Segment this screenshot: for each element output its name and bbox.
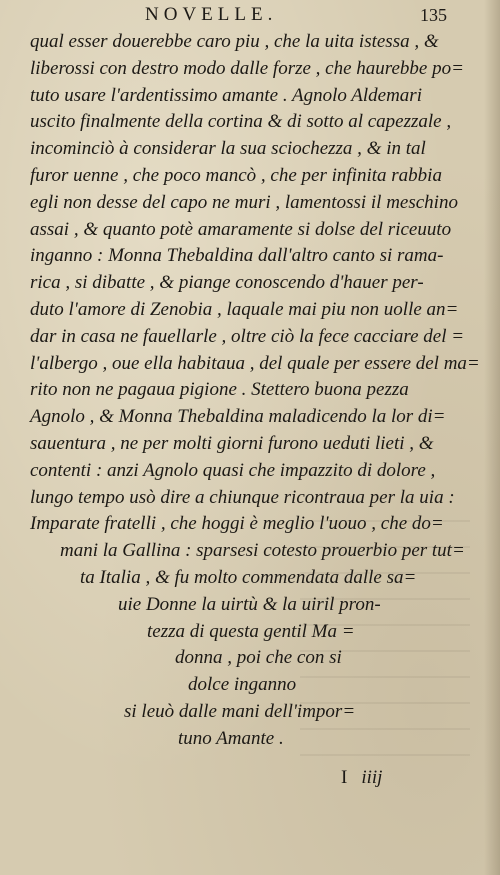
text-line: assai , & quanto potè amaramente si dolse del riceuuto xyxy=(30,218,452,240)
text-line: Imparate fratelli , che hoggi è meglio l'uouo , che do= xyxy=(30,513,444,535)
text-line: dar in casa ne fauellarle , oltre ciò la fece cacciare del = xyxy=(30,325,465,347)
text-line: incominciò à considerar la sua sciochezza , & in tal xyxy=(30,138,426,160)
text-line: furor uenne , che poco mancò , che per infinita rabbia xyxy=(30,165,442,186)
page-number: 135 xyxy=(420,5,447,25)
text-line: dolce inganno xyxy=(188,674,297,696)
text-line: donna , poi che con si xyxy=(175,647,342,669)
signature-letter: I xyxy=(341,767,348,788)
text-line: si leuò dalle mani dell'impor= xyxy=(124,701,356,722)
text-line: Agnolo , & Monna Thebaldina maladicendo la lor di= xyxy=(30,406,446,428)
text-line: inganno : Monna Thebaldina dall'altro canto si rama- xyxy=(30,245,444,267)
text-line: contenti : anzi Agnolo quasi che impazzito di dolore , xyxy=(30,459,436,481)
text-line: liberossi con destro modo dalle forze , che haurebbe po= xyxy=(30,57,464,79)
signature-mark xyxy=(341,767,382,789)
text-line: rica , si dibatte , & piange conoscendo d'hauer per- xyxy=(30,272,424,294)
text-line: mani la Gallina : sparsesi cotesto prouerbio per tut= xyxy=(60,540,465,562)
text-line: uie Donne la uirtù & la uiril pron- xyxy=(118,593,381,615)
text-line: tuno Amante . xyxy=(178,727,284,749)
text-line: tezza di questa gentil Ma = xyxy=(147,620,355,642)
text-line: lungo tempo usò dire a chiunque ricontraua per la uia : xyxy=(30,486,455,508)
text-line: sauentura , ne per molti giorni furono ueduti lieti , & xyxy=(30,433,434,454)
text-line: ta Italia , & fu molto commendata dalle sa= xyxy=(80,567,417,588)
page-header xyxy=(0,4,500,26)
text-line: tuto usare l'ardentissimo amante . Agnolo Aldemari xyxy=(30,84,422,106)
signature-number: iiij xyxy=(361,767,383,788)
running-head: NOVELLE. xyxy=(145,4,278,25)
text-line: qual esser douerebbe caro piu , che la uita istessa , & xyxy=(30,31,439,52)
text-line: l'albergo , oue ella habitaua , del quale per essere del ma= xyxy=(30,352,480,374)
text-line: duto l'amore di Zenobia , laquale mai piu non uolle an= xyxy=(30,299,459,320)
text-line: egli non desse del capo ne muri , lamentossi il meschino xyxy=(30,191,458,213)
text-line: rito non ne pagaua pigione . Stettero buona pezza xyxy=(30,379,409,401)
page-gutter-shadow xyxy=(484,0,500,875)
text-line: uscito finalmente della cortina & di sotto al capezzale , xyxy=(30,111,452,133)
